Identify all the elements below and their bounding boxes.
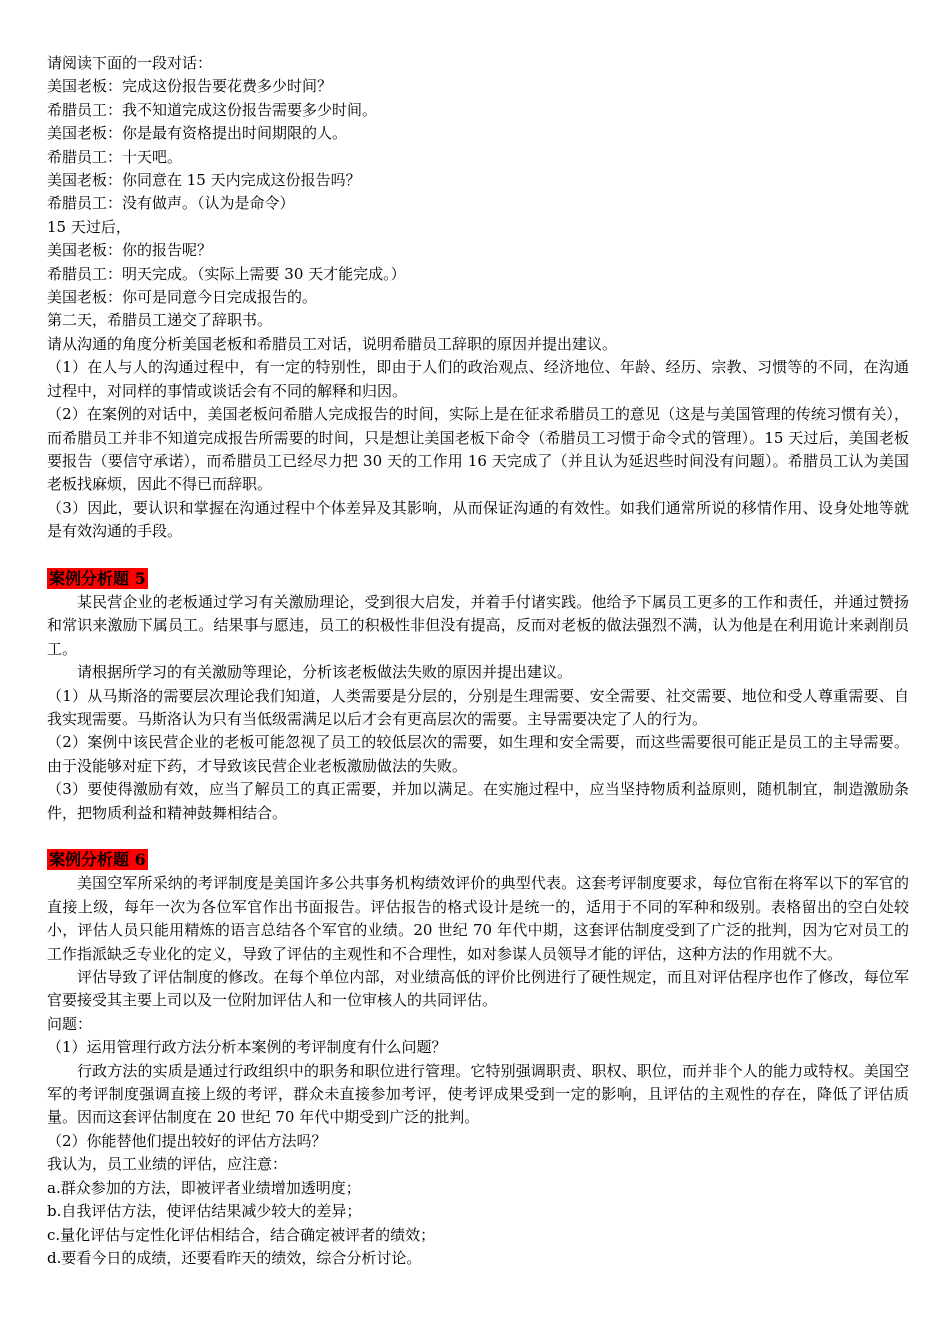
answer-paragraph: （3）要使得激励有效，应当了解员工的真正需要，并加以满足。在实施过程中，应当坚持物质利益原则，随机制宜，制造激励条件，把物质利益和精神鼓舞相结合。 bbox=[47, 780, 909, 822]
dialogue-line: 美国老板：你的报告呢？ bbox=[47, 241, 213, 260]
dialogue-line: 美国老板：你可是同意今日完成报告的。 bbox=[47, 288, 318, 307]
dialogue-line: 美国老板：你是最有资格提出时间期限的人。 bbox=[47, 124, 348, 143]
dialogue-line: 美国老板：完成这份报告要花费多少时间？ bbox=[47, 77, 333, 96]
dialogue-line: 美国老板：你同意在 15 天内完成这份报告吗？ bbox=[47, 171, 361, 190]
answer-paragraph: （1）从马斯洛的需要层次理论我们知道，人类需要是分层的，分别是生理需要、安全需要、社交需要、地位和受人尊重需要、自我实现需要。马斯洛认为只有当低级需满足以后才会有更高层次的需要。主导需要决定了人的行为。 bbox=[47, 686, 909, 728]
dialogue-line: 希腊员工：明天完成。（实际上需要 30 天才能完成。） bbox=[47, 264, 406, 283]
question-2: （2）你能替他们提出较好的评估方法吗？ bbox=[47, 1131, 327, 1150]
answer-paragraph: （2）案例中该民营企业的老板可能忽视了员工的较低层次的需要，如生理和安全需要，而这些需要很可能正是员工的主导需要。由于没能够对症下药，才导致该民营企业老板激励做法的失败。 bbox=[47, 733, 909, 775]
answer-paragraph: （2）在案例的对话中，美国老板问希腊人完成报告的时间，实际上是在征求希腊员工的意见（这是与美国管理的传统习惯有关），而希腊员工并非不知道完成报告所需要的时间，只是想让美国老板下命令（希腊员工习惯于命令式的管理）。15 天过后，美国老板要报告（要信守承诺），而希腊员工已经尽力把 30 天的工作用 16 天完成了（并且认为延迟些时间没有问题）。希腊员工认为美国老板找麻烦，因此不得已而辞职。 bbox=[47, 405, 909, 494]
case6-section bbox=[47, 848, 909, 1270]
spacer bbox=[47, 544, 909, 567]
document-page bbox=[47, 52, 909, 1270]
answer-paragraph: （3）因此，要认识和掌握在沟通过程中个体差异及其影响，从而保证沟通的有效性。如我们通常所说的移情作用、设身处地等就是有效沟通的手段。 bbox=[47, 498, 909, 541]
dialogue-section bbox=[47, 52, 909, 544]
case5-paragraph: 请根据所学习的有关激励等理论，分析该老板做法失败的原因并提出建议。 bbox=[77, 663, 573, 682]
dialogue-question: 请从沟通的角度分析美国老板和希腊员工对话，说明希腊员工辞职的原因并提出建议。 bbox=[47, 334, 618, 353]
dialogue-line: 希腊员工：十天吧。 bbox=[47, 147, 183, 166]
case5-heading: 案例分析题 5 bbox=[49, 568, 146, 588]
case6-paragraph: 美国空军所采纳的考评制度是美国许多公共事务机构绩效评价的典型代表。这套考评制度要求，每位官衔在将军以下的军官的直接上级，每年一次为各位军官作出书面报告。评估报告的格式设计是统一的，适用于不同的军种和级别。表格留出的空白处较小，评估人员只能用精炼的语言总结各个军官的业绩。20 世纪 70 年代中期，这套评估制度受到了广泛的批判，因为它对员工的工作指派缺乏专业化的定义，导致了评估的主观性和不合理性，如对参谋人员领导才能的评估，这种方法的作用就不大。 bbox=[47, 874, 909, 963]
list-item: a.群众参加的方法，即被评者业绩增加透明度； bbox=[47, 1178, 361, 1197]
dialogue-line: 请阅读下面的一段对话： bbox=[47, 54, 213, 72]
list-item: d.要看今日的成绩，还要看昨天的绩效，综合分析讨论。 bbox=[47, 1248, 422, 1267]
dialogue-line: 希腊员工：没有做声。（认为是命令） bbox=[47, 194, 295, 213]
spacer bbox=[47, 825, 909, 848]
case6-heading: 案例分析题 6 bbox=[49, 850, 146, 869]
answer-paragraph: （1）在人与人的沟通过程中，有一定的特别性，即由于人们的政治观点、经济地位、年龄、经历、宗教、习惯等的不同，在沟通过程中，对同样的事情或谈话会有不同的解释和归因。 bbox=[47, 358, 909, 400]
answer-2-intro: 我认为，员工业绩的评估，应注意： bbox=[47, 1155, 288, 1174]
dialogue-line: 希腊员工：我不知道完成这份报告需要多少时间。 bbox=[47, 100, 378, 119]
list-item: b.自我评估方法，使评估结果减少较大的差异； bbox=[47, 1202, 362, 1221]
questions-label: 问题： bbox=[47, 1014, 93, 1033]
list-item: c.量化评估与定性化评估相结合，结合确定被评者的绩效； bbox=[47, 1225, 436, 1244]
dialogue-line: 第二天，希腊员工递交了辞职书。 bbox=[47, 311, 273, 330]
answer-1: 行政方法的实质是通过行政组织中的职务和职位进行管理。它特别强调职责、职权、职位，而并非个人的能力或特权。美国空军的考评制度强调直接上级的考评，群众未直接参加考评，使考评成果受到一定的影响，且评估的主观性的存在，降低了评估质量。因而这套评估制度在 20 世纪 70 年代中期受到广泛的批判。 bbox=[47, 1061, 909, 1127]
case5-paragraph: 某民营企业的老板通过学习有关激励理论，受到很大启发，并着手付诸实践。他给予下属员工更多的工作和责任，并通过赞扬和常识来激励下属员工。结果事与愿违，员工的积极性非但没有提高，反而对老板的做法强烈不满，认为他是在利用诡计来剥削员工。 bbox=[47, 592, 909, 658]
question-1: （1）运用管理行政方法分析本案例的考评制度有什么问题？ bbox=[47, 1038, 447, 1057]
case5-section bbox=[47, 567, 909, 825]
case6-paragraph: 评估导致了评估制度的修改。在每个单位内部，对业绩高低的评价比例进行了硬性规定，而且对评估程序也作了修改，每位军官要接受其主要上司以及一位附加评估人和一位审核人的共同评估。 bbox=[47, 968, 909, 1010]
dialogue-line: 15 天过后， bbox=[47, 217, 131, 236]
